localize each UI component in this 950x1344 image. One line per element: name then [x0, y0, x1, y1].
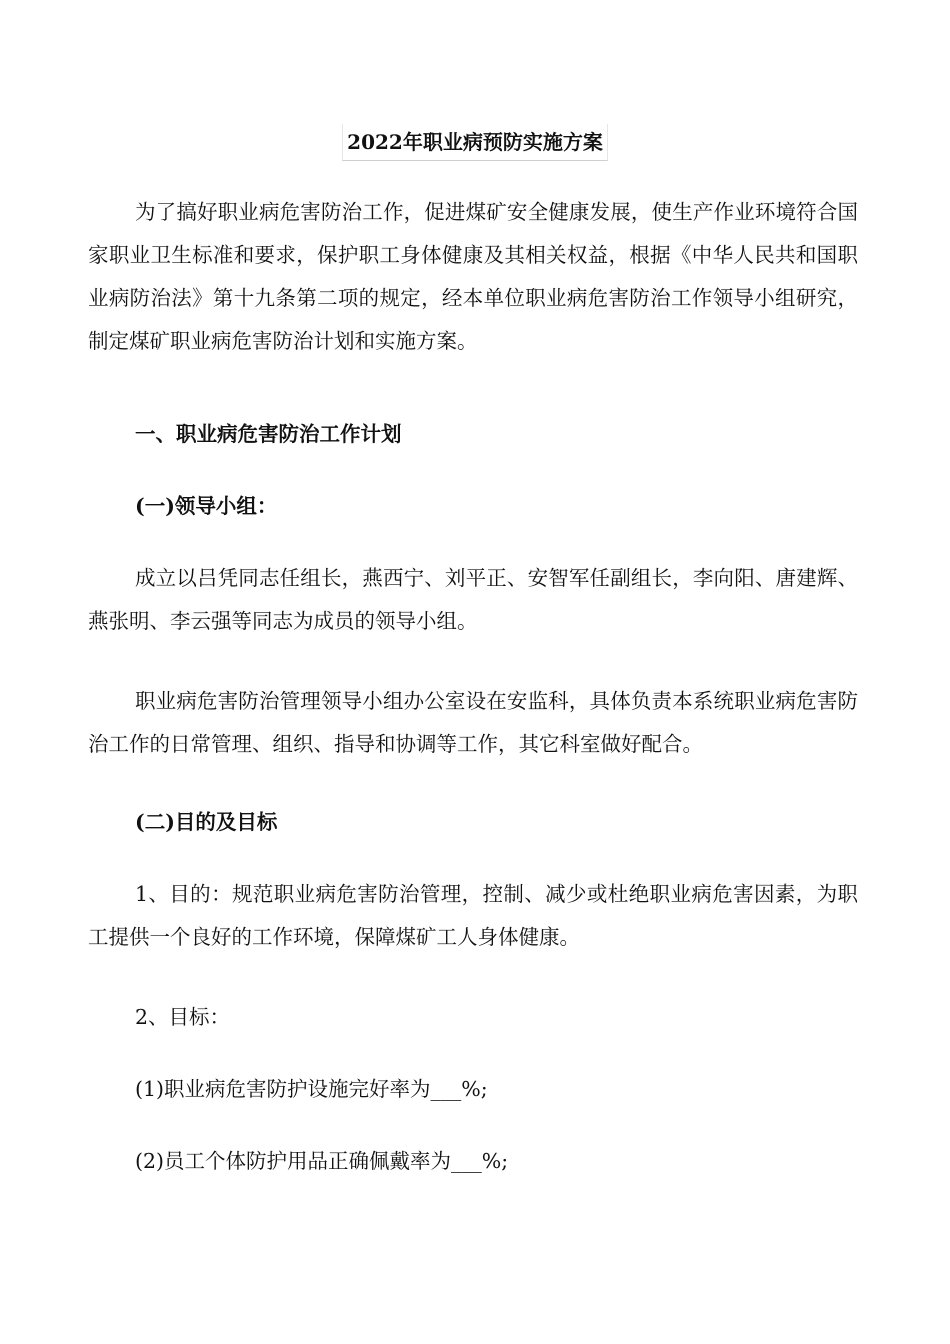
subsection-heading-leadership: (一)领导小组： — [135, 494, 278, 518]
intro-paragraph: 为了搞好职业病危害防治工作，促进煤矿安全健康发展，使生产作业环境符合国家职业卫生标准和要求，保护职工身体健康及其相关权益，根据《中华人民共和国职业病防治法》第十九条第二项的规定，经本单位职业病危害防治工作领导小组研究，制定煤矿职业病危害防治计划和实施方案。 — [88, 200, 858, 353]
document-title — [0, 124, 950, 161]
purpose-paragraph: 1、目的：规范职业病危害防治管理，控制、减少或杜绝职业病危害因素，为职工提供一个良好的工作环境，保障煤矿工人身体健康。 — [88, 882, 858, 949]
section-heading-1: 一、职业病危害防治工作计划 — [135, 422, 402, 446]
subsection-heading-goals: (二)目的及目标 — [135, 810, 278, 834]
document-title-text: 2022年职业病预防实施方案 — [342, 124, 608, 161]
leadership-group-paragraph: 成立以吕凭同志任组长，燕西宁、刘平正、安智军任副组长，李向阳、唐建辉、燕张明、李云强等同志为成员的领导小组。 — [88, 566, 858, 633]
office-paragraph: 职业病危害防治管理领导小组办公室设在安监科，具体负责本系统职业病危害防治工作的日常管理、组织、指导和协调等工作，其它科室做好配合。 — [88, 689, 858, 756]
goal-item-1: (1)职业病危害防护设施完好率为___%; — [135, 1077, 488, 1101]
goal-label: 2、目标： — [135, 1005, 231, 1029]
goal-item-2: (2)员工个体防护用品正确佩戴率为___%; — [135, 1149, 509, 1173]
